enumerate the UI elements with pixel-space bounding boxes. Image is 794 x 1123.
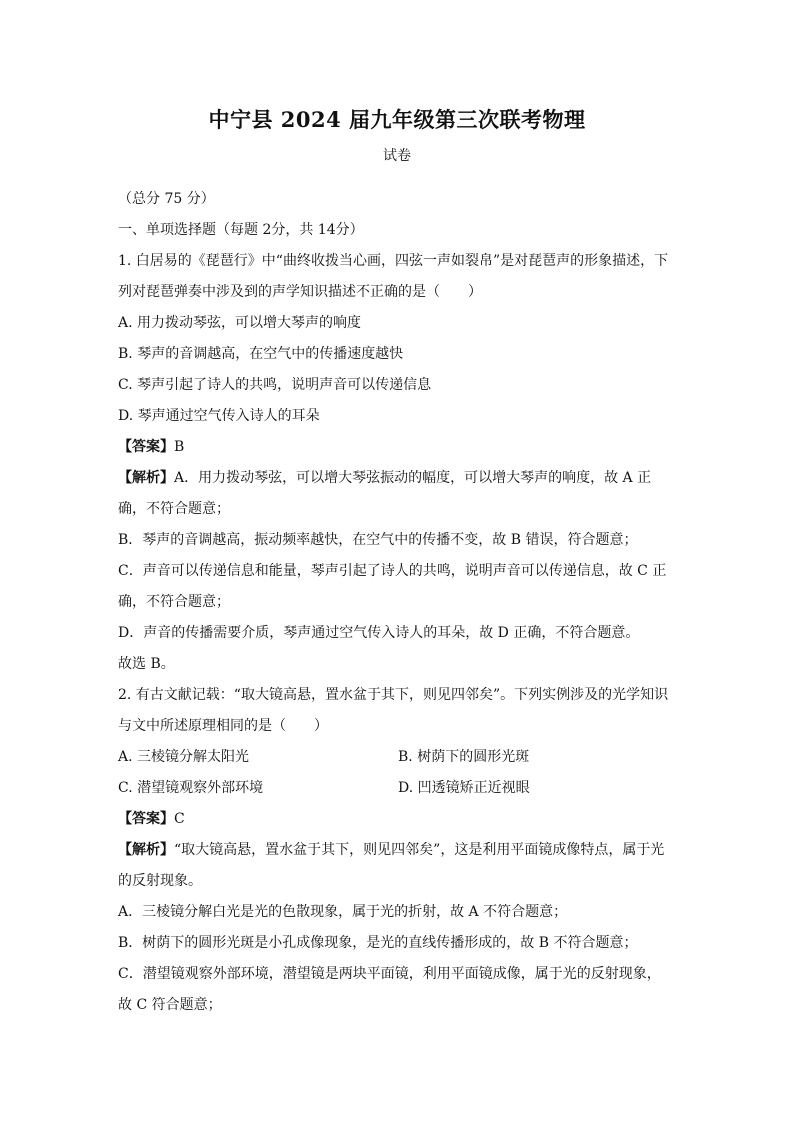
q1-analysis-line-3: B．琴声的音调越高，振动频率越快，在空气中的传播不变，故 B 错误，符合题意； <box>118 532 638 548</box>
q2-option-d: D. 凹透镜矫正近视眼 <box>398 780 530 796</box>
q2-analysis-line-5: C．潜望镜观察外部环境，潜望镜是两块平面镜，利用平面镜成像，属于光的反射现象， <box>118 966 661 982</box>
q1-analysis-line-2: 确，不符合题意； <box>118 501 230 517</box>
q1-option-c: C. 琴声引起了诗人的共鸣，说明声音可以传递信息 <box>118 377 432 393</box>
q1-analysis-line-5: 确，不符合题意； <box>118 594 230 610</box>
section-heading: 一、单项选择题（每题 2分，共 14分） <box>118 222 364 238</box>
q2-answer <box>118 804 678 835</box>
q2-stem-line-2: 与文中所述原理相同的是（ ） <box>118 718 328 734</box>
document-title: 中宁县 2024 届九年级第三次联考物理 <box>208 107 586 132</box>
q2-option-a: A. 三棱镜分解太阳光 <box>118 749 250 765</box>
q2-analysis-line-3: A．三棱镜分解白光是光的色散现象，属于光的折射，故 A 不符合题意； <box>118 904 568 920</box>
q2-analysis-line-2: 的反射现象。 <box>118 873 202 889</box>
q2-analysis-line-1 <box>118 835 678 866</box>
total-score: （总分 75 分） <box>118 191 215 207</box>
q1-analysis-line-6: D．声音的传播需要介质，琴声通过空气传入诗人的耳朵，故 D 正确，不符合题意。 <box>118 625 640 641</box>
q2-options-row-1 <box>118 742 678 773</box>
q2-analysis-text-1: “取大镜高悬，置水盆于其下，则见四邻矣”，这是利用平面镜成像特点，属于光 <box>174 842 665 858</box>
q2-analysis-line-6: 故 C 符合题意； <box>118 997 222 1013</box>
document-body <box>118 184 678 1021</box>
q1-stem-line-1: 1. 白居易的《琵琶行》中“曲终收拨当心画，四弦一声如裂帛”是对琵琶声的形象描述，下 <box>118 253 669 269</box>
q1-analysis-text-1: A．用力拨动琴弦，可以增大琴弦振动的幅度，可以增大琴声的响度，故 A 正 <box>174 470 652 486</box>
q1-option-b: B. 琴声的音调越高，在空气中的传播速度越快 <box>118 346 404 362</box>
q2-option-c: C. 潜望镜观察外部环境 <box>118 780 264 796</box>
q2-analysis-label: 【解析】 <box>118 842 174 858</box>
document-subtitle: 试卷 <box>383 148 411 164</box>
q2-options-row-2 <box>118 773 678 804</box>
q2-answer-label: 【答案】 <box>118 811 174 827</box>
q1-analysis-line-1 <box>118 463 678 494</box>
q2-option-b: B. 树荫下的圆形光斑 <box>398 749 530 765</box>
q1-stem-line-2: 列对琵琶弹奏中涉及到的声学知识描述不正确的是（ ） <box>118 284 482 300</box>
q1-answer-value: B <box>174 439 185 455</box>
q1-option-d: D. 琴声通过空气传入诗人的耳朵 <box>118 408 320 424</box>
q1-option-a: A. 用力拨动琴弦，可以增大琴声的响度 <box>118 315 362 331</box>
q2-analysis-line-4: B．树荫下的圆形光斑是小孔成像现象，是光的直线传播形成的，故 B 不符合题意； <box>118 935 638 951</box>
question-1 <box>118 246 678 680</box>
q1-answer-label: 【答案】 <box>118 439 174 455</box>
q1-analysis-label: 【解析】 <box>118 470 174 486</box>
q2-stem-line-1: 2. 有古文献记载：“取大镜高悬，置水盆于其下，则见四邻矣”。下列实例涉及的光学知识 <box>118 687 669 703</box>
q1-answer <box>118 432 678 463</box>
question-2 <box>118 680 678 1021</box>
q1-conclusion: 故选 B。 <box>118 656 175 672</box>
q2-answer-value: C <box>174 811 185 827</box>
q1-analysis-line-4: C．声音可以传递信息和能量，琴声引起了诗人的共鸣，说明声音可以传递信息，故 C 正 <box>118 563 667 579</box>
